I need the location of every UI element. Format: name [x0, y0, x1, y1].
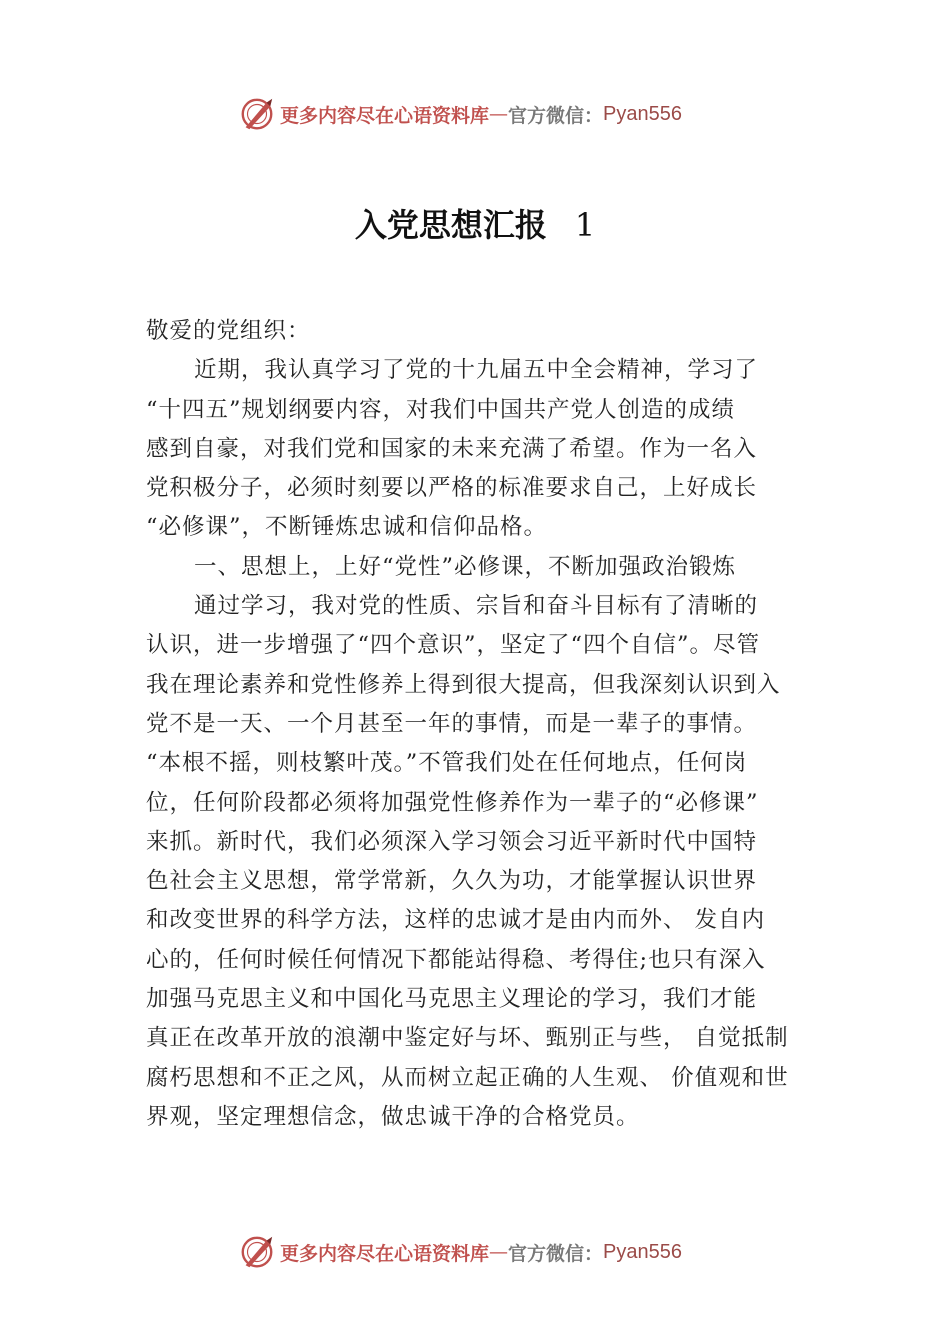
document-body — [146, 312, 826, 1137]
paragraph-line: 党不是一天、一个月甚至一年的事情，而是一辈子的事情。 — [146, 710, 758, 737]
paragraph-line: 党积极分子，必须时刻要以严格的标准要求自己，上好成长 — [146, 475, 758, 502]
paragraph-line: 腐朽思想和不正之风，从而树立起正确的人生观、 价值观和世 — [146, 1064, 789, 1091]
salutation: 敬爱的党组织： — [146, 318, 311, 344]
paragraph-line: 心的，任何时候任何情况下都能站得稳、考得住;也只有深入 — [146, 946, 766, 973]
page-title — [0, 200, 950, 246]
banner-site-text: 更多内容尽在心语资料库 — [280, 104, 490, 127]
paragraph-line: 我在理论素养和党性修养上得到很大提高，但我深刻认识到入 — [146, 671, 781, 698]
banner-wechat-label: 官方微信： — [508, 104, 604, 127]
header-banner — [0, 92, 950, 136]
paragraph-line: “十四五”规划纲要内容，对我们中国共产党人创造的成绩 — [146, 396, 736, 423]
paragraph-line: 色社会主义思想，常学常新，久久为功，才能掌握认识世界 — [146, 868, 758, 895]
paragraph-line: “必修课”，不断锤炼忠诚和信仰品格。 — [146, 514, 548, 541]
banner-wechat-id: Pyan556 — [603, 102, 682, 125]
banner-wechat-id: Pyan556 — [603, 1240, 682, 1263]
paragraph-line: 认识，进一步增强了“四个意识”，坚定了“四个自信”。尽管 — [146, 632, 761, 659]
section-heading: 一、思想上，上好“党性”必修课，不断加强政治锻炼 — [194, 553, 737, 580]
banner-dash: — — [489, 1241, 509, 1263]
banner-dash: — — [489, 103, 509, 125]
pen-logo-icon — [238, 95, 276, 133]
pen-logo-icon — [238, 1233, 276, 1271]
paragraph-line: 加强马克思主义和中国化马克思主义理论的学习，我们才能 — [146, 986, 758, 1013]
paragraph-line: 和改变世界的科学方法，这样的忠诚才是由内而外、 发自内 — [146, 907, 766, 934]
paragraph-line: 位，任何阶段都必须将加强党性修养作为一辈子的“必修课” — [146, 789, 759, 816]
banner-site-text: 更多内容尽在心语资料库 — [280, 1242, 490, 1265]
paragraph-line: 真正在改革开放的浪潮中鉴定好与坏、甄别正与些， 自觉抵制 — [146, 1025, 789, 1052]
paragraph-line: 来抓。新时代，我们必须深入学习领会习近平新时代中国特 — [146, 828, 758, 855]
title-number: 1 — [574, 206, 596, 244]
paragraph-line: 界观，坚定理想信念，做忠诚干净的合格党员。 — [146, 1103, 640, 1130]
banner-wechat-label: 官方微信： — [508, 1242, 604, 1265]
paragraph-line: “本根不摇，则枝繁叶茂。”不管我们处在任何地点，任何岗 — [146, 750, 748, 777]
paragraph-line: 近期，我认真学习了党的十九届五中全会精神，学习了 — [194, 357, 759, 384]
footer-banner — [0, 1230, 950, 1274]
paragraph-line: 感到自豪，对我们党和国家的未来充满了希望。作为一名入 — [146, 435, 758, 462]
title-text: 入党思想汇报 — [354, 206, 547, 244]
paragraph-line: 通过学习，我对党的性质、宗旨和奋斗目标有了清晰的 — [194, 593, 759, 620]
